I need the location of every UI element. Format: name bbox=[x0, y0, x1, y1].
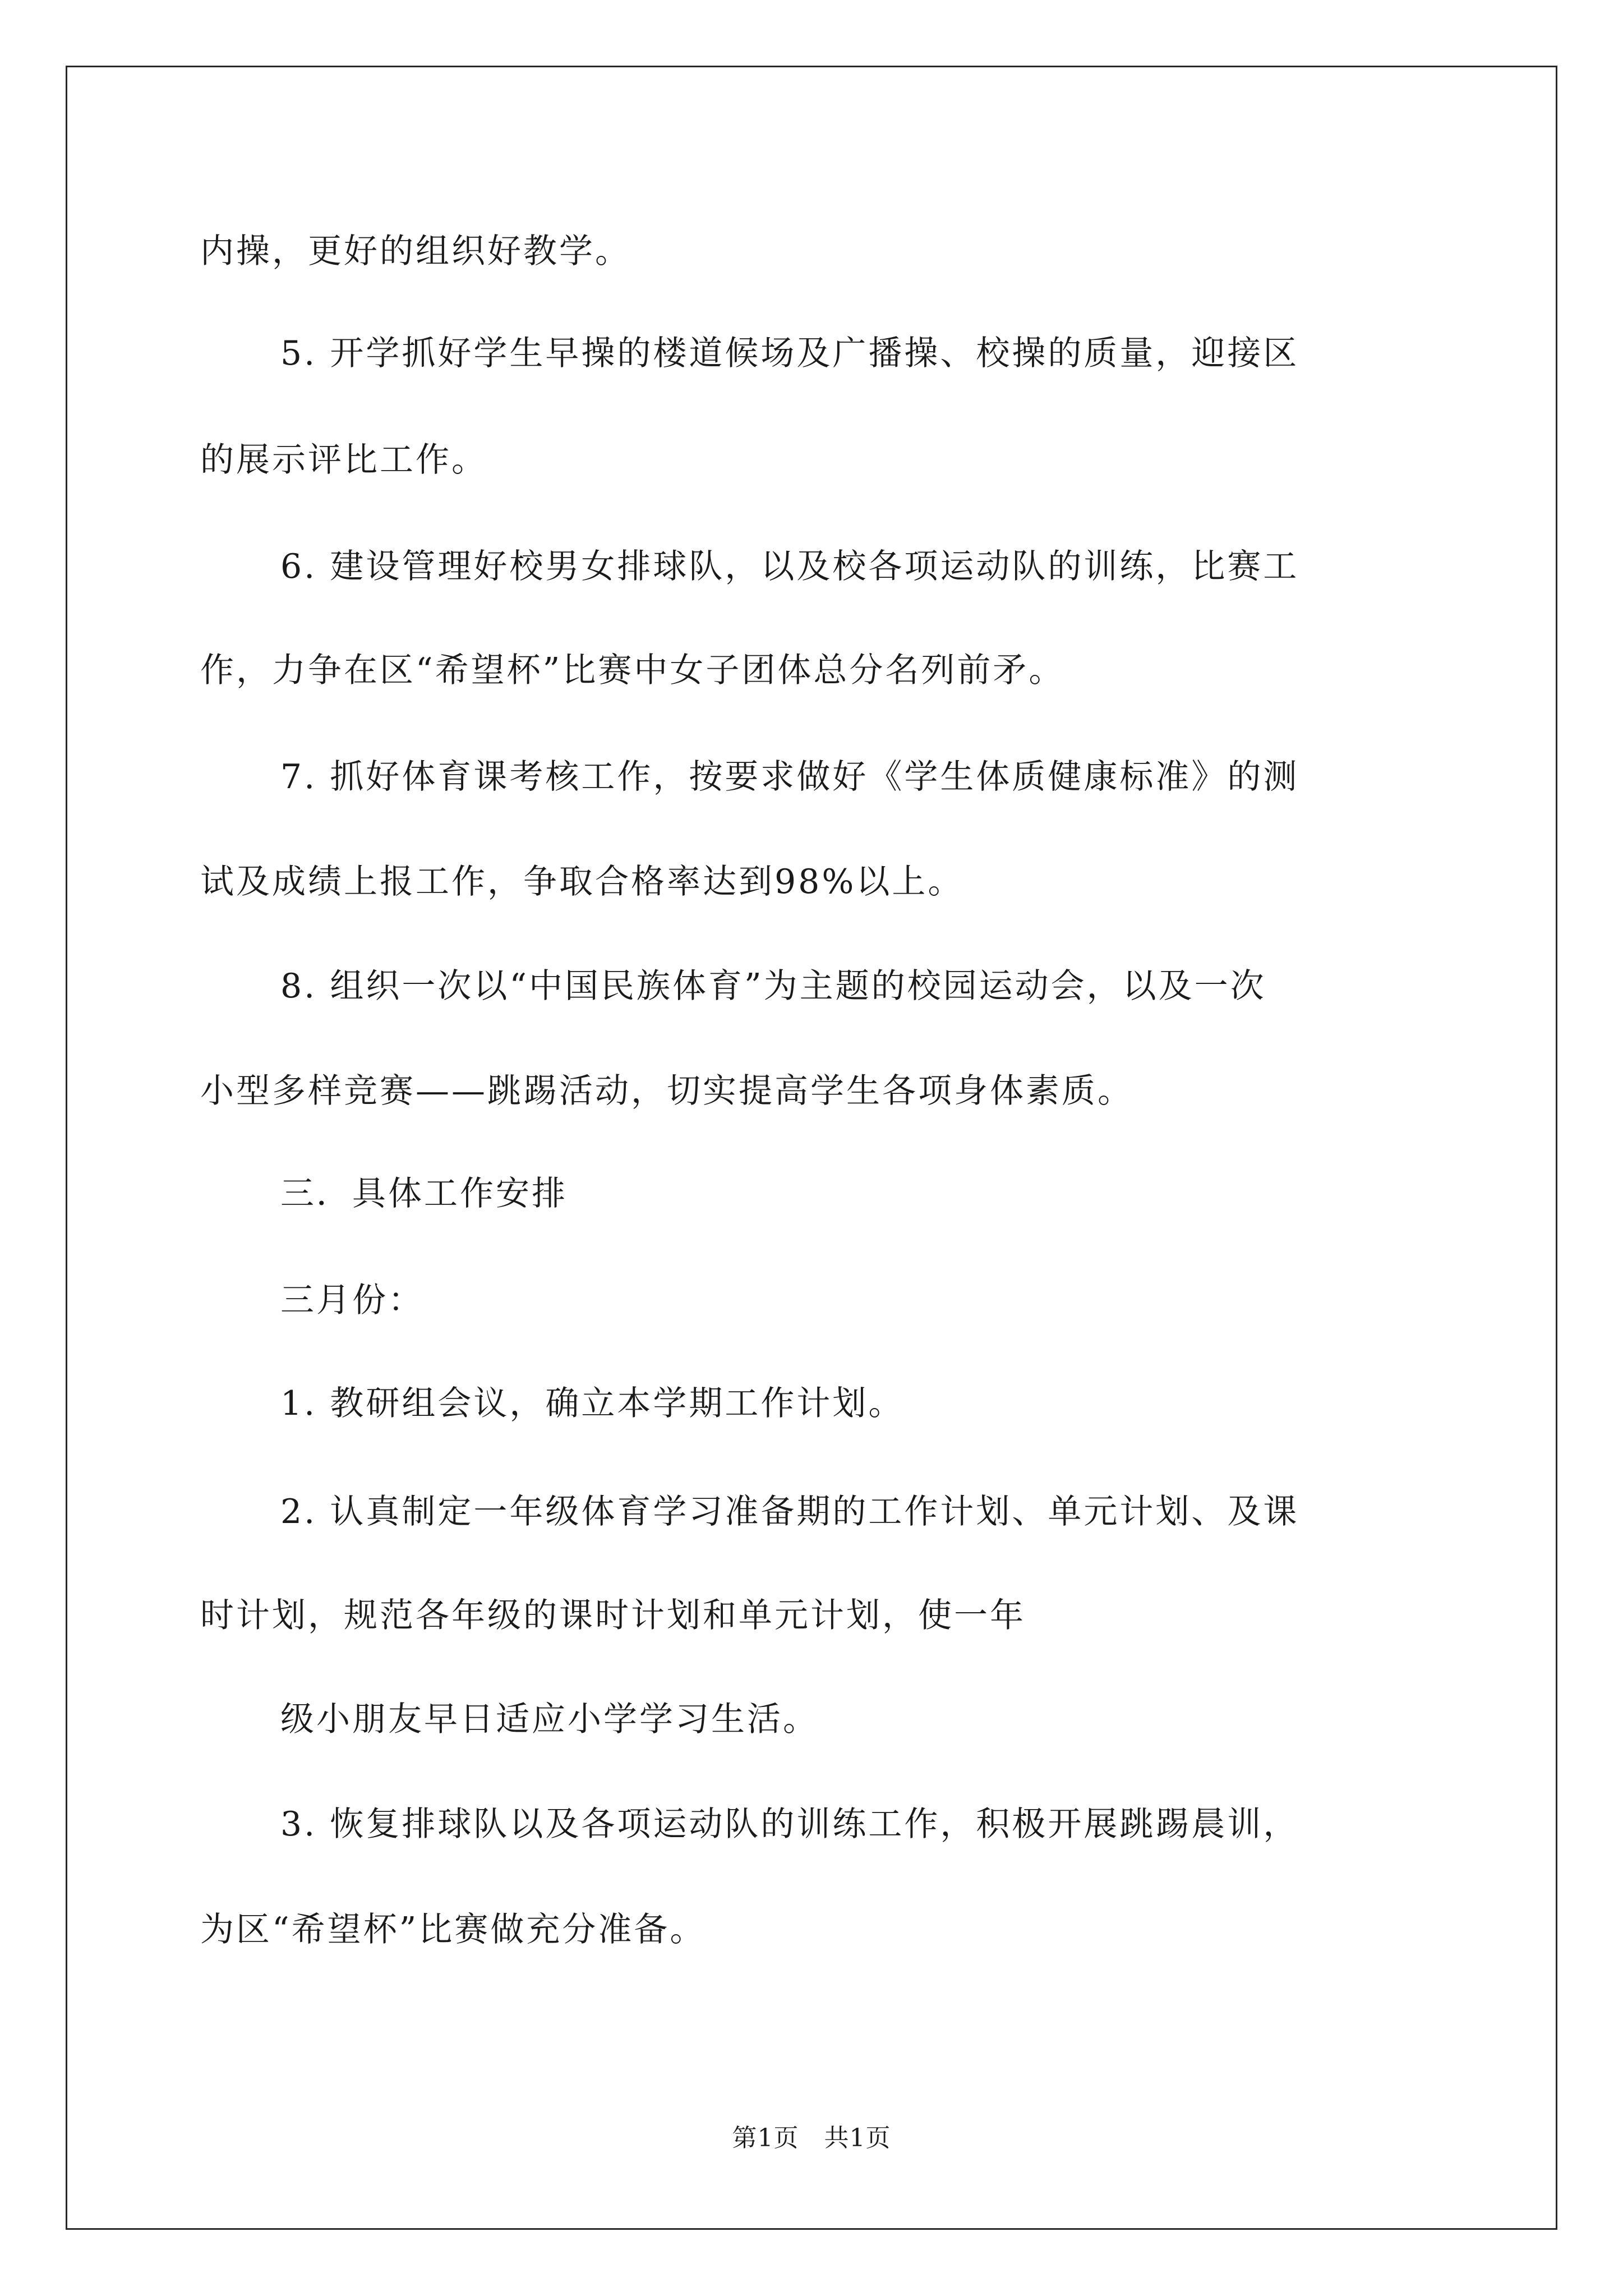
list-item-1: 1. 教研组会议，确立本学期工作计划。 bbox=[280, 1384, 905, 1423]
text-line: 的展示评比工作。 bbox=[200, 440, 487, 480]
list-item-7: 7. 抓好体育课考核工作，按要求做好《学生体质健康标准》的测 bbox=[280, 757, 1299, 797]
list-item-6: 6. 建设管理好校男女排球队，以及校各项运动队的训练，比赛工 bbox=[280, 547, 1299, 586]
month-heading: 三月份： bbox=[280, 1281, 424, 1320]
text-line: 级小朋友早日适应小学学习生活。 bbox=[280, 1700, 819, 1739]
list-item-3: 3. 恢复排球队以及各项运动队的训练工作，积极开展跳踢晨训， bbox=[280, 1805, 1299, 1844]
list-item-8: 8. 组织一次以“中国民族体育”为主题的校园运动会，以及一次 bbox=[280, 967, 1266, 1006]
text-line: 小型多样竞赛——跳踢活动，切实提高学生各项身体素质。 bbox=[200, 1071, 1133, 1111]
list-item-5: 5. 开学抓好学生早操的楼道候场及广播操、校操的质量，迎接区 bbox=[280, 334, 1299, 373]
text-line: 为区“希望杯”比赛做充分准备。 bbox=[200, 1910, 706, 1949]
text-line: 作，力争在区“希望杯”比赛中女子团体总分名列前矛。 bbox=[200, 651, 1065, 690]
list-item-2: 2. 认真制定一年级体育学习准备期的工作计划、单元计划、及课 bbox=[280, 1492, 1299, 1531]
page-footer: 第1页 共1页 bbox=[732, 2124, 891, 2152]
page-border bbox=[66, 66, 1557, 2230]
text-line: 内操，更好的组织好教学。 bbox=[200, 232, 631, 271]
text-line: 时计划，规范各年级的课时计划和单元计划，使一年 bbox=[200, 1596, 1026, 1635]
section-heading: 三．具体工作安排 bbox=[280, 1174, 568, 1213]
text-line: 试及成绩上报工作，争取合格率达到98%以上。 bbox=[200, 862, 964, 901]
